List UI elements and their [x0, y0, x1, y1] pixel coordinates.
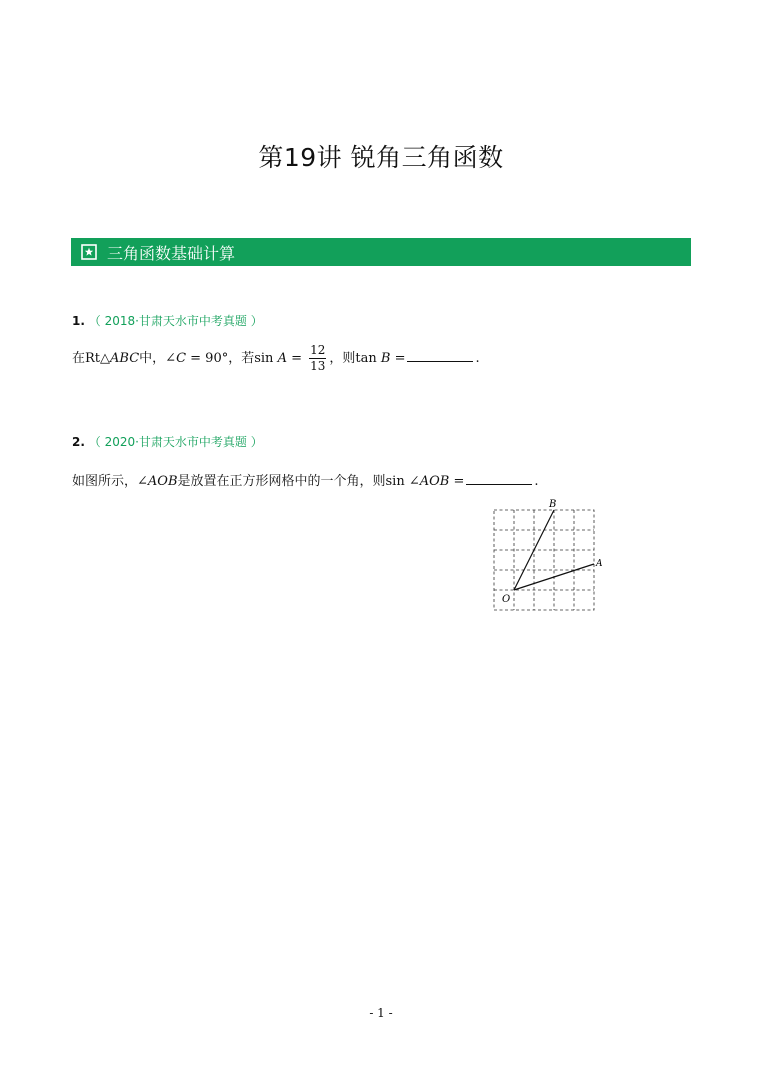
text-segment: . [475, 351, 480, 366]
math-variable: AOB [147, 474, 178, 489]
text-segment: = [390, 351, 406, 366]
text-segment: ，则tan [329, 351, 381, 366]
math-variable: ABC [110, 351, 140, 366]
text-segment: 在Rt△ [72, 351, 111, 366]
text-segment: 是放置在正方形网格中的一个角，则sin ∠ [177, 474, 420, 489]
section-header [71, 238, 691, 266]
text-segment: . [534, 474, 539, 489]
fraction [309, 343, 326, 374]
math-variable: C [176, 351, 187, 366]
label-b: B [549, 499, 557, 510]
text-segment: = [286, 351, 302, 366]
question-source: （ 2020·甘肃天水市中考真题 ） [88, 435, 263, 449]
text-segment: 如图所示，∠ [72, 474, 148, 489]
question-number: 1. [72, 314, 85, 328]
question-number: 2. [72, 435, 85, 449]
fraction-denominator: 13 [310, 359, 326, 373]
text-segment: 中，∠ [139, 351, 177, 366]
text-segment: = 90°，若sin [186, 351, 278, 366]
fraction-numerator: 12 [310, 343, 326, 357]
label-o: O [502, 594, 511, 605]
math-variable: B [380, 351, 391, 366]
question-source: （ 2018·甘肃天水市中考真题 ） [88, 314, 263, 328]
section-title: 三角函数基础计算 [107, 243, 236, 263]
page-title: 第19讲 锐角三角函数 [258, 143, 504, 172]
grid-angle-figure [488, 496, 608, 620]
text-segment: = [449, 474, 465, 489]
answer-blank[interactable] [466, 472, 532, 485]
page-number: - 1 - [369, 1006, 393, 1020]
math-variable: A [277, 351, 287, 366]
question-1-body [72, 343, 480, 374]
question-2-header [72, 433, 263, 450]
math-variable: AOB [419, 474, 450, 489]
label-a: A [596, 559, 603, 569]
question-1-header [72, 312, 263, 329]
bookmark-star-icon [81, 244, 97, 260]
answer-blank[interactable] [407, 349, 473, 362]
question-2-body [72, 470, 539, 489]
